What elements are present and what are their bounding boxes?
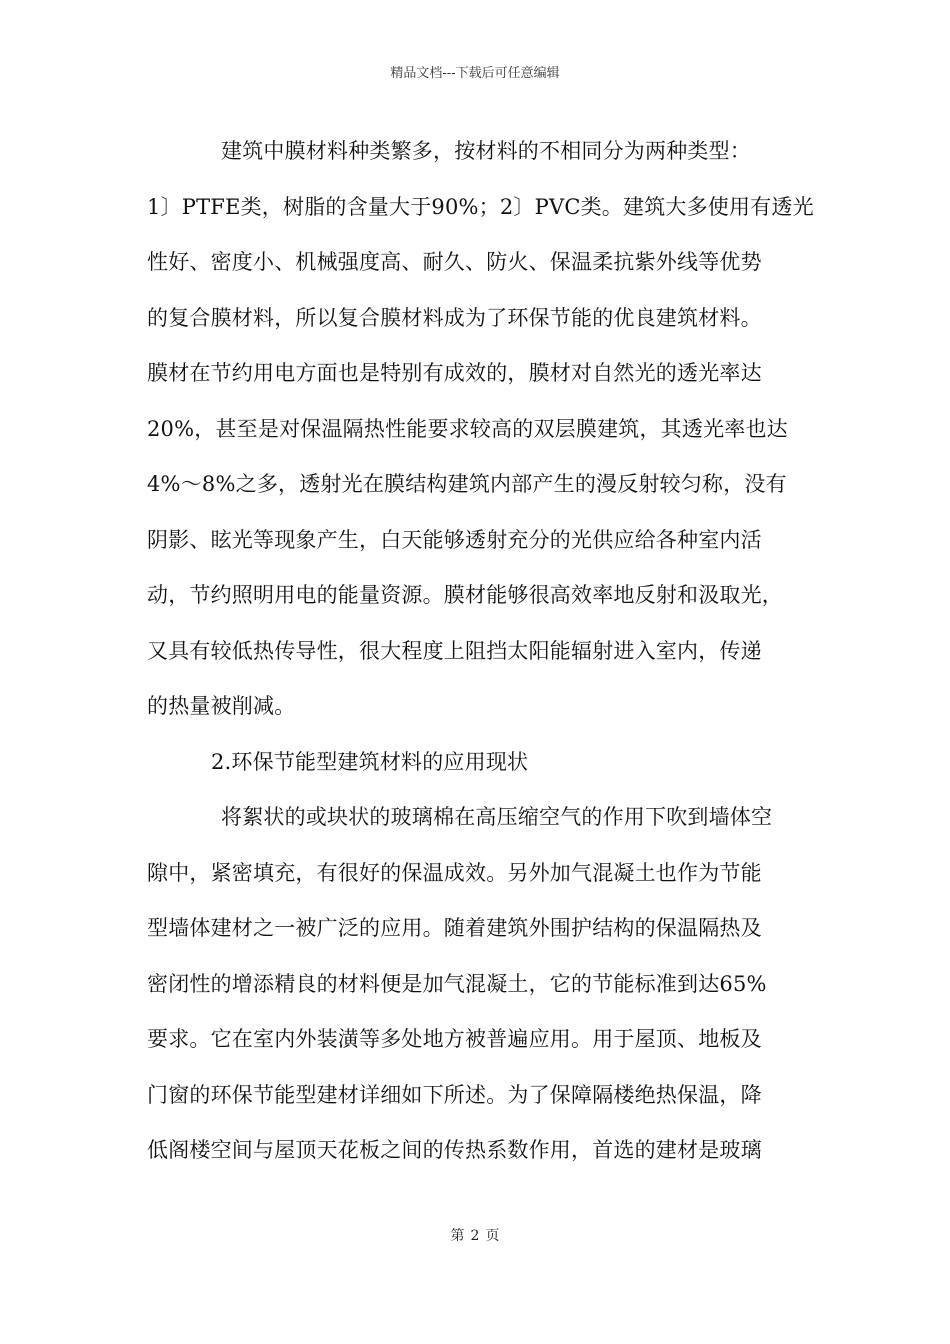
text-line: 的热量被削减。 [147, 694, 296, 718]
text-line: 建筑中膜材料种类繁多，按材料的不相同分为两种类型： [221, 139, 751, 163]
text-line: 的复合膜材料，所以复合膜材料成为了环保节能的优良建筑材料。 [147, 305, 762, 330]
page-label-prefix: 第 [450, 1228, 465, 1244]
page-label-suffix: 页 [485, 1228, 500, 1244]
text-line: 将絮状的或块状的玻璃棉在高压缩空气的作用下吹到墙体空 [221, 805, 773, 829]
text-line: 1〕PTFE类，树脂的含量大于90%；2〕PVC类。建筑大多使用有透光 [147, 194, 814, 219]
text-line: 20%，甚至是对保温隔热性能要求较高的双层膜建筑，其透光率也达 [147, 416, 788, 441]
text-line: 动，节约照明用电的能量资源。膜材能够很高效率地反射和汲取光， [147, 583, 783, 607]
text-line: 门窗的环保节能型建材详细如下所述。为了保障隔楼绝热保温，降 [147, 1082, 762, 1107]
text-line: 4%～8%之多，透射光在膜结构建筑内部产生的漫反射较匀称，没有 [147, 472, 787, 496]
text-line: 低阁楼空间与屋顶天花板之间的传热系数作用，首选的建材是玻璃 [147, 1138, 762, 1162]
text-line: 阴影、眩光等现象产生，白天能够透射充分的光供应给各种室内活 [147, 527, 762, 552]
text-line: 密闭性的增添精良的材料便是加气混凝土，它的节能标准到达65% [147, 971, 767, 996]
page-number: 2 [470, 1228, 480, 1244]
text-line: 性好、密度小、机械强度高、耐久、防火、保温柔抗紫外线等优势 [147, 250, 762, 274]
text-line: 膜材在节约用电方面也是特别有成效的，膜材对自然光的透光率达 [147, 361, 762, 385]
document-body [147, 131, 827, 1186]
section-heading: 2.环保节能型建筑材料的应用现状 [211, 749, 529, 774]
text-line: 又具有较低热传导性，很大程度上阻挡太阳能辐射进入室内，传递 [147, 638, 762, 663]
text-line: 要求。它在室内外装潢等多处地方被普遍应用。用于屋顶、地板及 [147, 1027, 762, 1051]
text-line: 隙中，紧密填充，有很好的保温成效。另外加气混凝土也作为节能 [147, 860, 762, 885]
text-line: 型墙体建材之一被广泛的应用。随着建筑外围护结构的保温隔热及 [147, 916, 762, 940]
page-footer [0, 1227, 950, 1245]
page-header: 精品文档---下载后可任意编辑 [390, 66, 560, 81]
